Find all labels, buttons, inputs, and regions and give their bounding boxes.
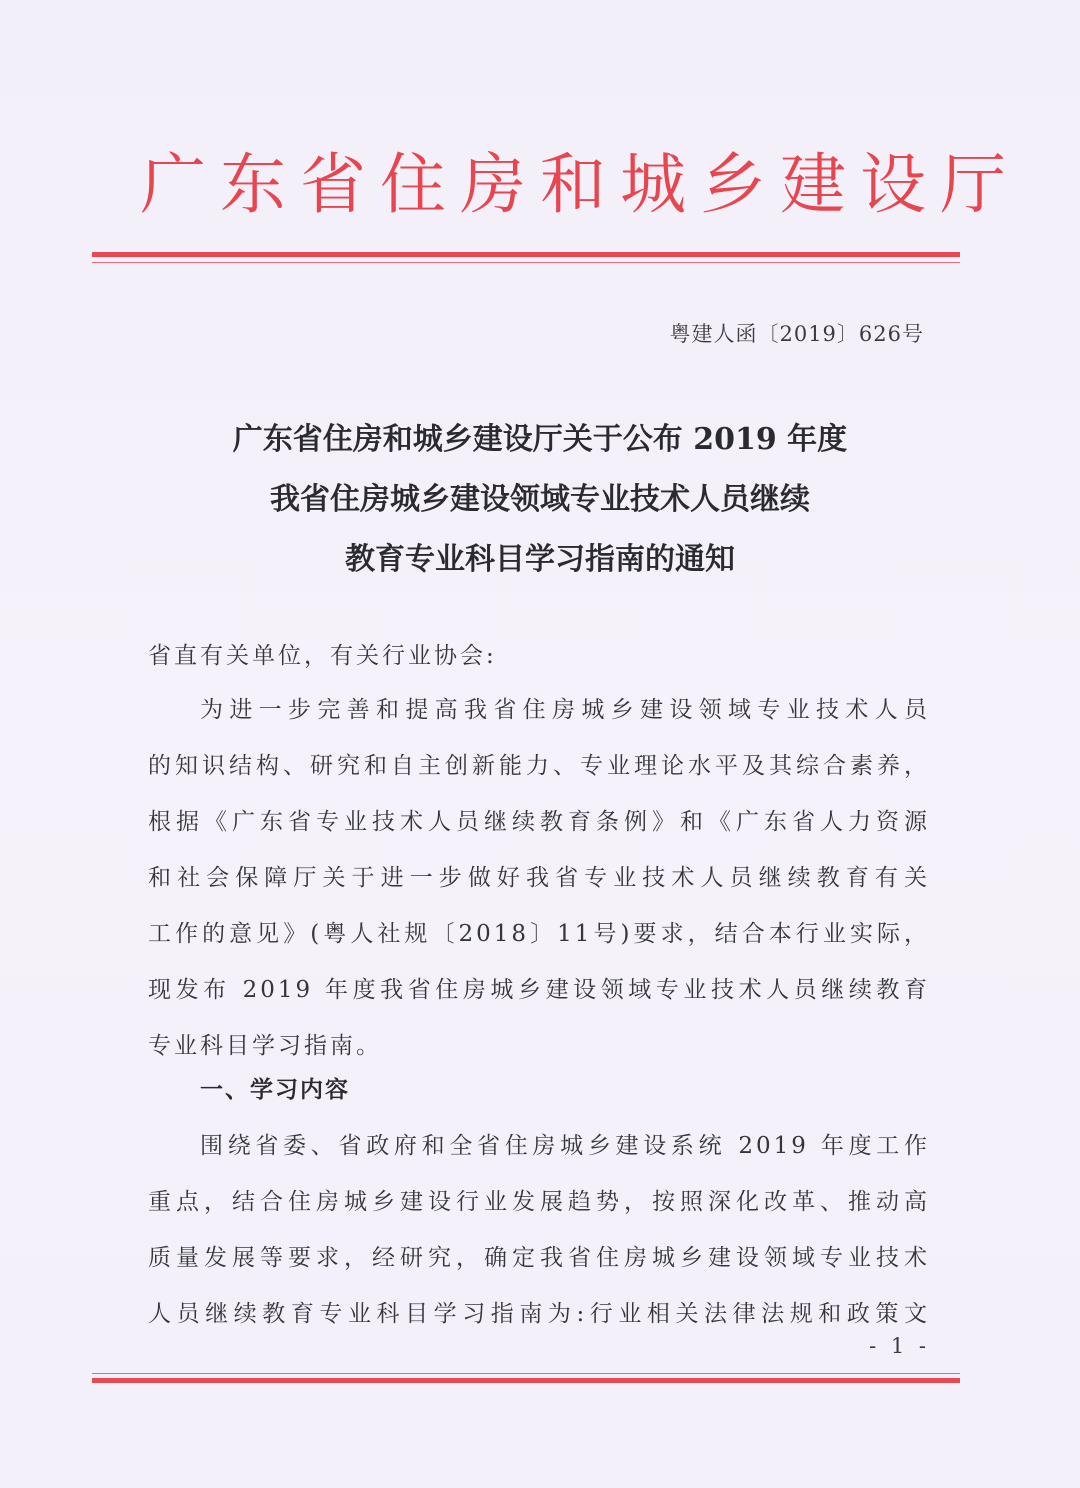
page-number: - 1 - bbox=[869, 1334, 930, 1358]
paragraph-line: 的知识结构、研究和自主创新能力、专业理论水平及其综合素养， bbox=[148, 753, 930, 779]
salutation-text: 省直有关单位，有关行业协会: bbox=[148, 643, 497, 669]
paragraph-line: 根据《广东省专业技术人员继续教育条例》和《广东省人力资源 bbox=[148, 809, 930, 835]
paragraph-line: 围绕省委、省政府和全省住房城乡建设系统 2019 年度工作 bbox=[200, 1133, 930, 1159]
thin-header-rule bbox=[92, 262, 960, 263]
paragraph-line: 重点，结合住房城乡建设行业发展趋势，按照深化改革、推动高 bbox=[148, 1189, 930, 1215]
title-line: 我省住房城乡建设领域专业技术人员继续 bbox=[270, 482, 810, 517]
document-title bbox=[140, 410, 940, 590]
paragraph-line: 和社会保障厅关于进一步做好我省专业技术人员继续教育有关 bbox=[148, 865, 930, 891]
paragraph-learning-content bbox=[148, 1118, 930, 1342]
paragraph-line: 现发布 2019 年度我省住房城乡建设领域专业技术人员继续教育 bbox=[148, 977, 930, 1003]
paragraph-line: 工作的意见》(粤人社规〔2018〕11号)要求，结合本行业实际， bbox=[148, 921, 930, 947]
letterhead-org-name: 广东省住房和城乡建设厅 bbox=[140, 146, 1020, 223]
thin-footer-rule bbox=[92, 1373, 960, 1374]
section-heading-learning-content: 一、学习内容 bbox=[200, 1077, 350, 1103]
red-header-rule bbox=[92, 252, 960, 257]
paragraph-line: 人员继续教育专业科目学习指南为:行业相关法律法规和政策文 bbox=[148, 1301, 930, 1327]
title-line: 广东省住房和城乡建设厅关于公布 2019 年度 bbox=[232, 422, 848, 457]
document-number: 粤建人函〔2019〕626号 bbox=[669, 322, 924, 346]
salutation bbox=[148, 628, 930, 684]
title-line: 教育专业科目学习指南的通知 bbox=[345, 542, 735, 577]
paragraph-intro bbox=[148, 682, 930, 1074]
red-footer-rule bbox=[92, 1378, 960, 1383]
paragraph-line: 为进一步完善和提高我省住房城乡建设领域专业技术人员 bbox=[200, 697, 930, 723]
paragraph-line: 质量发展等要求，经研究，确定我省住房城乡建设领域专业技术 bbox=[148, 1245, 930, 1271]
paragraph-line: 专业科目学习指南。 bbox=[148, 1033, 382, 1059]
